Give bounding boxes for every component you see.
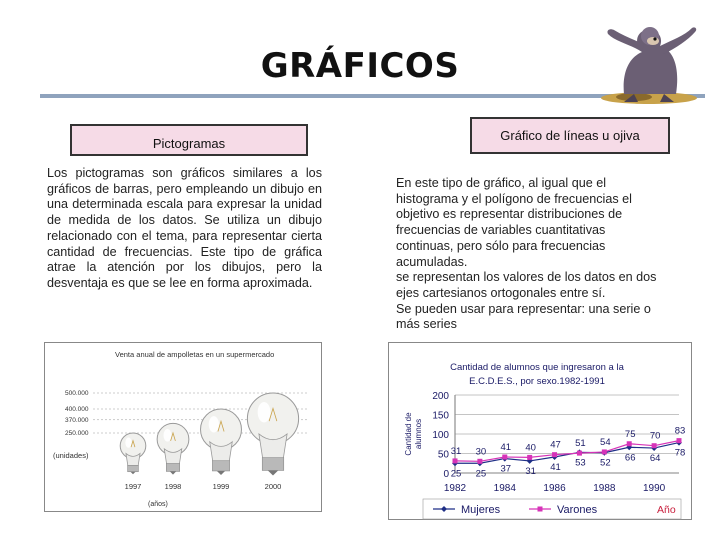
page-title: GRÁFICOS <box>260 46 460 86</box>
line-chart-xlabel: Año <box>657 504 676 516</box>
light-bulb-icon <box>120 433 146 474</box>
line-chart-ytick: 200 <box>432 391 449 402</box>
ojiva-line: Se pueden usar para representar: una serie o <box>396 301 651 316</box>
data-label: 83 <box>674 425 686 437</box>
data-point <box>477 459 482 464</box>
pictogram-category-label: 1997 <box>124 482 142 491</box>
pictogram-category-label: 1998 <box>164 482 182 491</box>
ojiva-line: frecuencias de variables cuantitativas <box>396 223 606 238</box>
data-point <box>627 441 632 446</box>
legend-entry-varones: Varones <box>557 504 598 516</box>
data-label: 47 <box>550 439 561 451</box>
data-label: 64 <box>649 453 661 465</box>
line-chart-xtick: 1990 <box>642 483 666 494</box>
light-bulb-icon <box>201 409 242 475</box>
line-chart <box>389 343 693 521</box>
line-chart-xtick: 1982 <box>443 483 467 494</box>
data-label: 30 <box>475 446 487 458</box>
data-point <box>577 451 582 456</box>
line-chart-panel <box>388 342 692 520</box>
pictogram-tick-label: 500.000 <box>65 390 89 397</box>
data-label: 78 <box>674 447 686 459</box>
ojiva-line: ejes cartesianos ortogonales entre sí. <box>396 285 606 300</box>
data-point <box>502 455 507 460</box>
ojiva-line: objetivo es representar distribuciones de <box>396 207 623 222</box>
light-bulb-icon <box>157 423 189 474</box>
pictogram-tick-label: 250.000 <box>65 430 89 437</box>
data-label: 25 <box>475 468 487 480</box>
ojiva-description <box>396 176 692 333</box>
data-point <box>652 443 657 448</box>
line-chart-ytick: 50 <box>437 449 449 461</box>
ojiva-line: más series <box>396 317 457 332</box>
line-chart-xtick: 1988 <box>593 483 616 494</box>
data-label: 54 <box>600 436 611 448</box>
pictogram-chart-panel <box>44 342 322 512</box>
ojiva-line: continuas, pero sólo para frecuencias <box>396 238 606 253</box>
data-label: 37 <box>500 463 512 475</box>
data-label: 41 <box>500 442 512 454</box>
line-chart-ytick: 150 <box>432 410 449 422</box>
data-label: 53 <box>575 457 586 469</box>
data-label: 66 <box>624 452 636 464</box>
data-label: 51 <box>575 438 586 450</box>
ojiva-label: Gráfico de líneas u ojiva <box>470 117 670 154</box>
pictogram-ylabel: (unidades) <box>53 451 89 460</box>
line-chart-ylabel: Cantidad dealumnos <box>404 412 423 456</box>
line-chart-title-2: E.C.D.E.S., por sexo.1982-1991 <box>469 376 605 387</box>
data-label: 70 <box>649 430 661 442</box>
pictogram-category-label: 2000 <box>264 482 282 491</box>
light-bulb-icon <box>247 393 298 476</box>
data-point <box>527 455 532 460</box>
ojiva-line: histograma y el polígono de frecuencias el <box>396 191 632 206</box>
data-label: 31 <box>450 445 462 457</box>
data-point <box>453 458 458 463</box>
data-label: 52 <box>600 457 611 469</box>
data-label: 41 <box>550 462 561 474</box>
pictogram-category-label: 1999 <box>212 482 230 491</box>
pictogramas-label: Pictogramas <box>70 124 308 156</box>
cartoon-bear-icon <box>594 14 704 106</box>
ojiva-line: se representan los valores de los datos en dos <box>396 270 657 285</box>
data-label: 31 <box>525 465 536 477</box>
pictogramas-description: Los pictogramas son gráficos similares a los gráficos de barras, pero empleando un dibujo en una determinada escala para expresar la unidad de medida de los datos. Se utiliza un dibujo relacionado con el tema, para representar cierta cantidad de frecuencias. Este tipo de gráfica atrae la atención por los dibujos, pero la desventaja es que se lee en forma aproximada. <box>47 166 322 290</box>
ojiva-line: acumuladas. <box>396 254 468 269</box>
data-label: 40 <box>525 442 536 454</box>
line-chart-ytick: 0 <box>443 469 449 480</box>
data-point <box>677 438 682 443</box>
line-chart-title-1: Cantidad de alumnos que ingresaron a la <box>450 362 624 373</box>
ojiva-line: En este tipo de gráfico, al igual que el <box>396 176 607 190</box>
data-point <box>552 452 557 457</box>
data-label: 75 <box>624 428 636 440</box>
data-label: 25 <box>450 468 462 480</box>
line-chart-xtick: 1984 <box>493 483 516 494</box>
line-chart-xtick: 1986 <box>543 483 566 494</box>
pictogram-chart <box>45 343 323 513</box>
pictogram-title: Venta anual de ampolletas en un supermercado <box>115 350 275 359</box>
data-point <box>602 449 607 454</box>
pictogram-tick-label: 400.000 <box>65 406 89 413</box>
pictogram-tick-label: 370.000 <box>65 416 89 424</box>
line-chart-ytick: 100 <box>432 430 449 441</box>
pictogram-xlabel: (años) <box>148 501 168 508</box>
legend-entry-mujeres: Mujeres <box>461 504 501 516</box>
